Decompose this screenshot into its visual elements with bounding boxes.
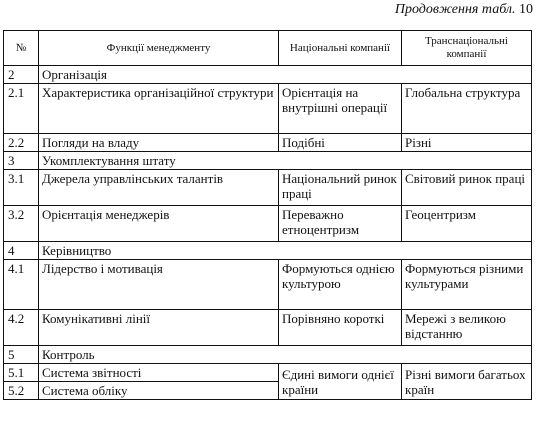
section-row bbox=[4, 152, 532, 170]
row-number: 3.2 bbox=[4, 206, 39, 242]
row-number: 4.1 bbox=[4, 260, 39, 310]
section-title: Організація bbox=[39, 66, 532, 84]
table-row bbox=[4, 170, 532, 206]
function-cell: Комунікативні лінії bbox=[39, 310, 279, 346]
function-cell: Орієнтація менеджерів bbox=[39, 206, 279, 242]
table-row bbox=[4, 134, 532, 152]
row-number: 4.2 bbox=[4, 310, 39, 346]
function-cell: Лідерство і мотивація bbox=[39, 260, 279, 310]
transnational-cell: Різні вимоги багатьох країн bbox=[402, 364, 532, 400]
section-row bbox=[4, 346, 532, 364]
header-number: № bbox=[4, 31, 39, 66]
national-cell: Подібні bbox=[279, 134, 402, 152]
national-cell: Національний ринок праці bbox=[279, 170, 402, 206]
row-number: 5.1 bbox=[4, 364, 39, 382]
national-cell: Єдині вимоги однієї країни bbox=[279, 364, 402, 400]
transnational-cell: Різні bbox=[402, 134, 532, 152]
national-cell: Формуються однією культурою bbox=[279, 260, 402, 310]
transnational-cell: Мережі з великою відстанню bbox=[402, 310, 532, 346]
table-row bbox=[4, 364, 532, 382]
transnational-cell: Формуються різними культурами bbox=[402, 260, 532, 310]
section-row bbox=[4, 66, 532, 84]
header-transnational: Транснаціональні компанії bbox=[402, 31, 532, 66]
row-number: 5.2 bbox=[4, 382, 39, 400]
section-title: Укомплектування штату bbox=[39, 152, 532, 170]
section-title: Керівництво bbox=[39, 242, 532, 260]
transnational-cell: Світовий ринок праці bbox=[402, 170, 532, 206]
transnational-cell: Геоцентризм bbox=[402, 206, 532, 242]
section-title: Контроль bbox=[39, 346, 532, 364]
row-number: 2.1 bbox=[4, 84, 39, 134]
function-cell: Характеристика організаційної структури bbox=[39, 84, 279, 134]
row-number: 3.1 bbox=[4, 170, 39, 206]
table-row bbox=[4, 260, 532, 310]
national-cell: Переважно етноцентризм bbox=[279, 206, 402, 242]
national-cell: Орієнтація на внутрішні операції bbox=[279, 84, 402, 134]
table-row bbox=[4, 310, 532, 346]
row-number: 4 bbox=[4, 242, 39, 260]
national-cell: Порівняно короткі bbox=[279, 310, 402, 346]
row-number: 3 bbox=[4, 152, 39, 170]
table-row bbox=[4, 206, 532, 242]
function-cell: Джерела управлінських талантів bbox=[39, 170, 279, 206]
header-function: Функції менеджменту bbox=[39, 31, 279, 66]
function-cell: Система обліку bbox=[39, 382, 279, 400]
table-header-row bbox=[4, 31, 532, 66]
table-row bbox=[4, 84, 532, 134]
function-cell: Погляди на владу bbox=[39, 134, 279, 152]
transnational-cell: Глобальна структура bbox=[402, 84, 532, 134]
header-national: Національні компанії bbox=[279, 31, 402, 66]
row-number: 5 bbox=[4, 346, 39, 364]
caption-number: 10 bbox=[519, 2, 533, 17]
section-row bbox=[4, 242, 532, 260]
row-number: 2.2 bbox=[4, 134, 39, 152]
caption-label: Продовження табл. bbox=[394, 2, 516, 17]
management-functions-table bbox=[3, 30, 532, 400]
table-caption bbox=[395, 2, 533, 18]
row-number: 2 bbox=[4, 66, 39, 84]
function-cell: Система звітності bbox=[39, 364, 279, 382]
